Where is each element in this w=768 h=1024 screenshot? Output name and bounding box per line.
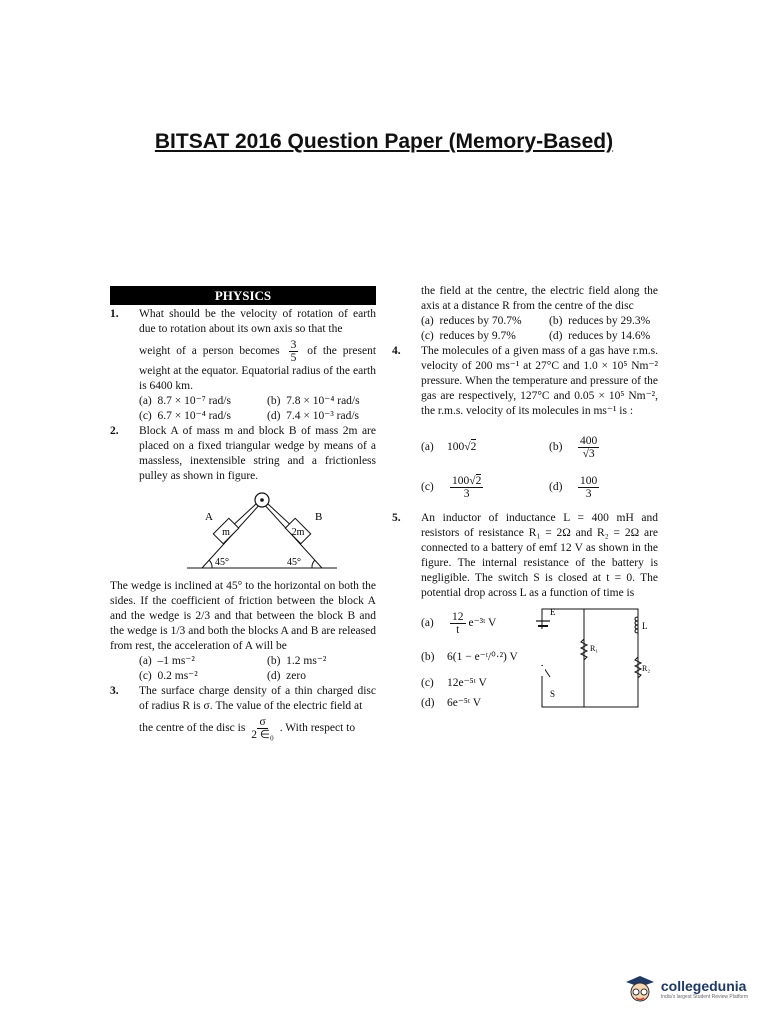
question-text: The molecules of a given mass of a gas have r.m.s. velocity of 200 ms⁻¹ at 27°C and 1.0 × 10⁵ Nm⁻² pressure. When the temperature and pressure of the gas are respectively, 127°C and 0.05 × 10⁵ Nm⁻², the r.m.s. velocity of its molecules in ms⁻¹ is : <box>421 345 658 417</box>
question-5 <box>392 511 658 721</box>
question-body <box>139 684 376 741</box>
question-text: Block A of mass m and block B of mass 2m are placed on a fixed triangular wedge by means of a massless, inextensible string and a frictionless pulley as shown in figure. <box>139 425 376 482</box>
option-c: (c) reduces by 9.7% <box>421 330 516 342</box>
option-a: (a) –1 ms⁻² <box>139 655 195 667</box>
angle-right: 45° <box>287 557 301 568</box>
question-3 <box>110 684 376 741</box>
question-2 <box>110 424 376 579</box>
right-column <box>392 284 658 721</box>
fraction: $\frac{\sigma}{\text{2 ∈₀}}$ <box>251 716 274 741</box>
option-a: (a) reduces by 70.7% <box>421 315 522 327</box>
option-c: (c) 12e⁻⁵ᵗ V <box>421 676 487 689</box>
logo-name: collegedunia <box>660 978 747 994</box>
option-d: (d) 7.4 × 10⁻³ rad/s <box>267 410 360 422</box>
option-d: (d) reduces by 14.6% <box>549 330 651 342</box>
block-a-mass: m <box>222 527 230 538</box>
options <box>139 654 376 684</box>
question-text: The surface charge density of a thin charged disc of radius R is σ. The value of the electric field at <box>139 685 376 712</box>
q5-options-and-figure <box>421 605 658 721</box>
question-body <box>421 344 658 507</box>
question-text: weight of a person becomes $\frac{3}{5}$ of the present weight at the equator. Equatorial radius of the earth is 6400 km. <box>139 339 377 392</box>
label-r1: R₁ <box>590 644 599 653</box>
label-s: S <box>550 689 556 699</box>
option-c: (c) 6.7 × 10⁻⁴ rad/s <box>139 410 231 422</box>
option-c: (c) $\frac{100√2}{3}$ <box>421 474 482 500</box>
question-text: the field at the centre, the electric field along the axis at a distance R from the centre of the disc <box>421 285 658 312</box>
mascot-icon <box>625 974 655 1004</box>
option-b: (b) 1.2 ms⁻² <box>267 655 327 667</box>
left-column <box>110 286 376 741</box>
label-r2: R₂ <box>642 664 651 673</box>
logo-tagline: India's largest Student Review Platform <box>660 994 748 1000</box>
label-l: L <box>642 621 648 631</box>
wedge-figure <box>187 488 337 572</box>
question-number: 5. <box>392 512 401 524</box>
options <box>421 427 658 507</box>
option-c: (c) 0.2 ms⁻² <box>139 670 198 682</box>
option-d: (d) 6e⁻⁵ᵗ V <box>421 696 482 709</box>
options <box>139 394 376 424</box>
question-number: 3. <box>110 685 119 697</box>
question-text: the centre of the disc is $\frac{\sigma}{\text{2 ∈₀}}$ . With respect to <box>139 716 356 741</box>
option-b: (b) 6(1 − e⁻ᵗ/⁰·²) V <box>421 650 518 663</box>
question-body <box>139 307 376 424</box>
block-b-mass: 2m <box>291 527 305 538</box>
circuit-figure <box>536 605 651 717</box>
label-a: A <box>205 511 213 523</box>
angle-left: 45° <box>215 557 229 568</box>
question-text: The wedge is inclined at 45° to the horizontal on both the sides. If the coefficient of friction between the block A and the wedge is 2/3 and that between the block B and the wedge is 1/3 and both the blocks A and B are released from rest, the acceleration of A will be <box>110 580 376 652</box>
option-d: (d) zero <box>267 670 306 682</box>
page-title: BITSAT 2016 Question Paper (Memory-Based) <box>154 130 614 153</box>
fraction: $\frac{3}{5}$ <box>290 339 297 364</box>
question-number: 1. <box>110 308 119 320</box>
question-text: An inductor of inductance L = 400 mH and resistors of resistance R₁ = 2Ω and R₂ = 2Ω are connected to a battery of emf 12 V as shown in the figure. The internal resistance of the battery is negligible. The switch S is closed at t = 0. The potential drop across L as a function of time is <box>421 512 658 599</box>
label-e: E <box>550 607 556 617</box>
options <box>421 314 658 344</box>
question-number: 4. <box>392 345 401 357</box>
question-4 <box>392 344 658 507</box>
brand-logo <box>625 974 748 1004</box>
question-body <box>421 511 658 721</box>
option-d: (d) $\frac{100}{3}$ <box>549 474 598 500</box>
option-b: (b) 7.8 × 10⁻⁴ rad/s <box>267 395 360 407</box>
options <box>421 605 531 713</box>
option-b: (b) $\frac{400}{√3}$ <box>549 434 598 460</box>
question-number: 2. <box>110 425 119 437</box>
question-3-continued <box>421 284 658 344</box>
label-b: B <box>315 511 323 523</box>
question-body <box>139 424 376 579</box>
option-a: (a) 8.7 × 10⁻⁷ rad/s <box>139 395 231 407</box>
section-heading: PHYSICS <box>110 286 376 305</box>
option-b: (b) reduces by 29.3% <box>549 315 651 327</box>
question-text: What should be the velocity of rotation of earth due to rotation about its own axis so that the <box>139 308 376 335</box>
option-a: (a) $\frac{12}{t}$ e⁻³ᵗ V <box>421 610 497 636</box>
option-a: (a) 100 √ 2 <box>421 440 477 453</box>
question-1 <box>110 307 376 424</box>
